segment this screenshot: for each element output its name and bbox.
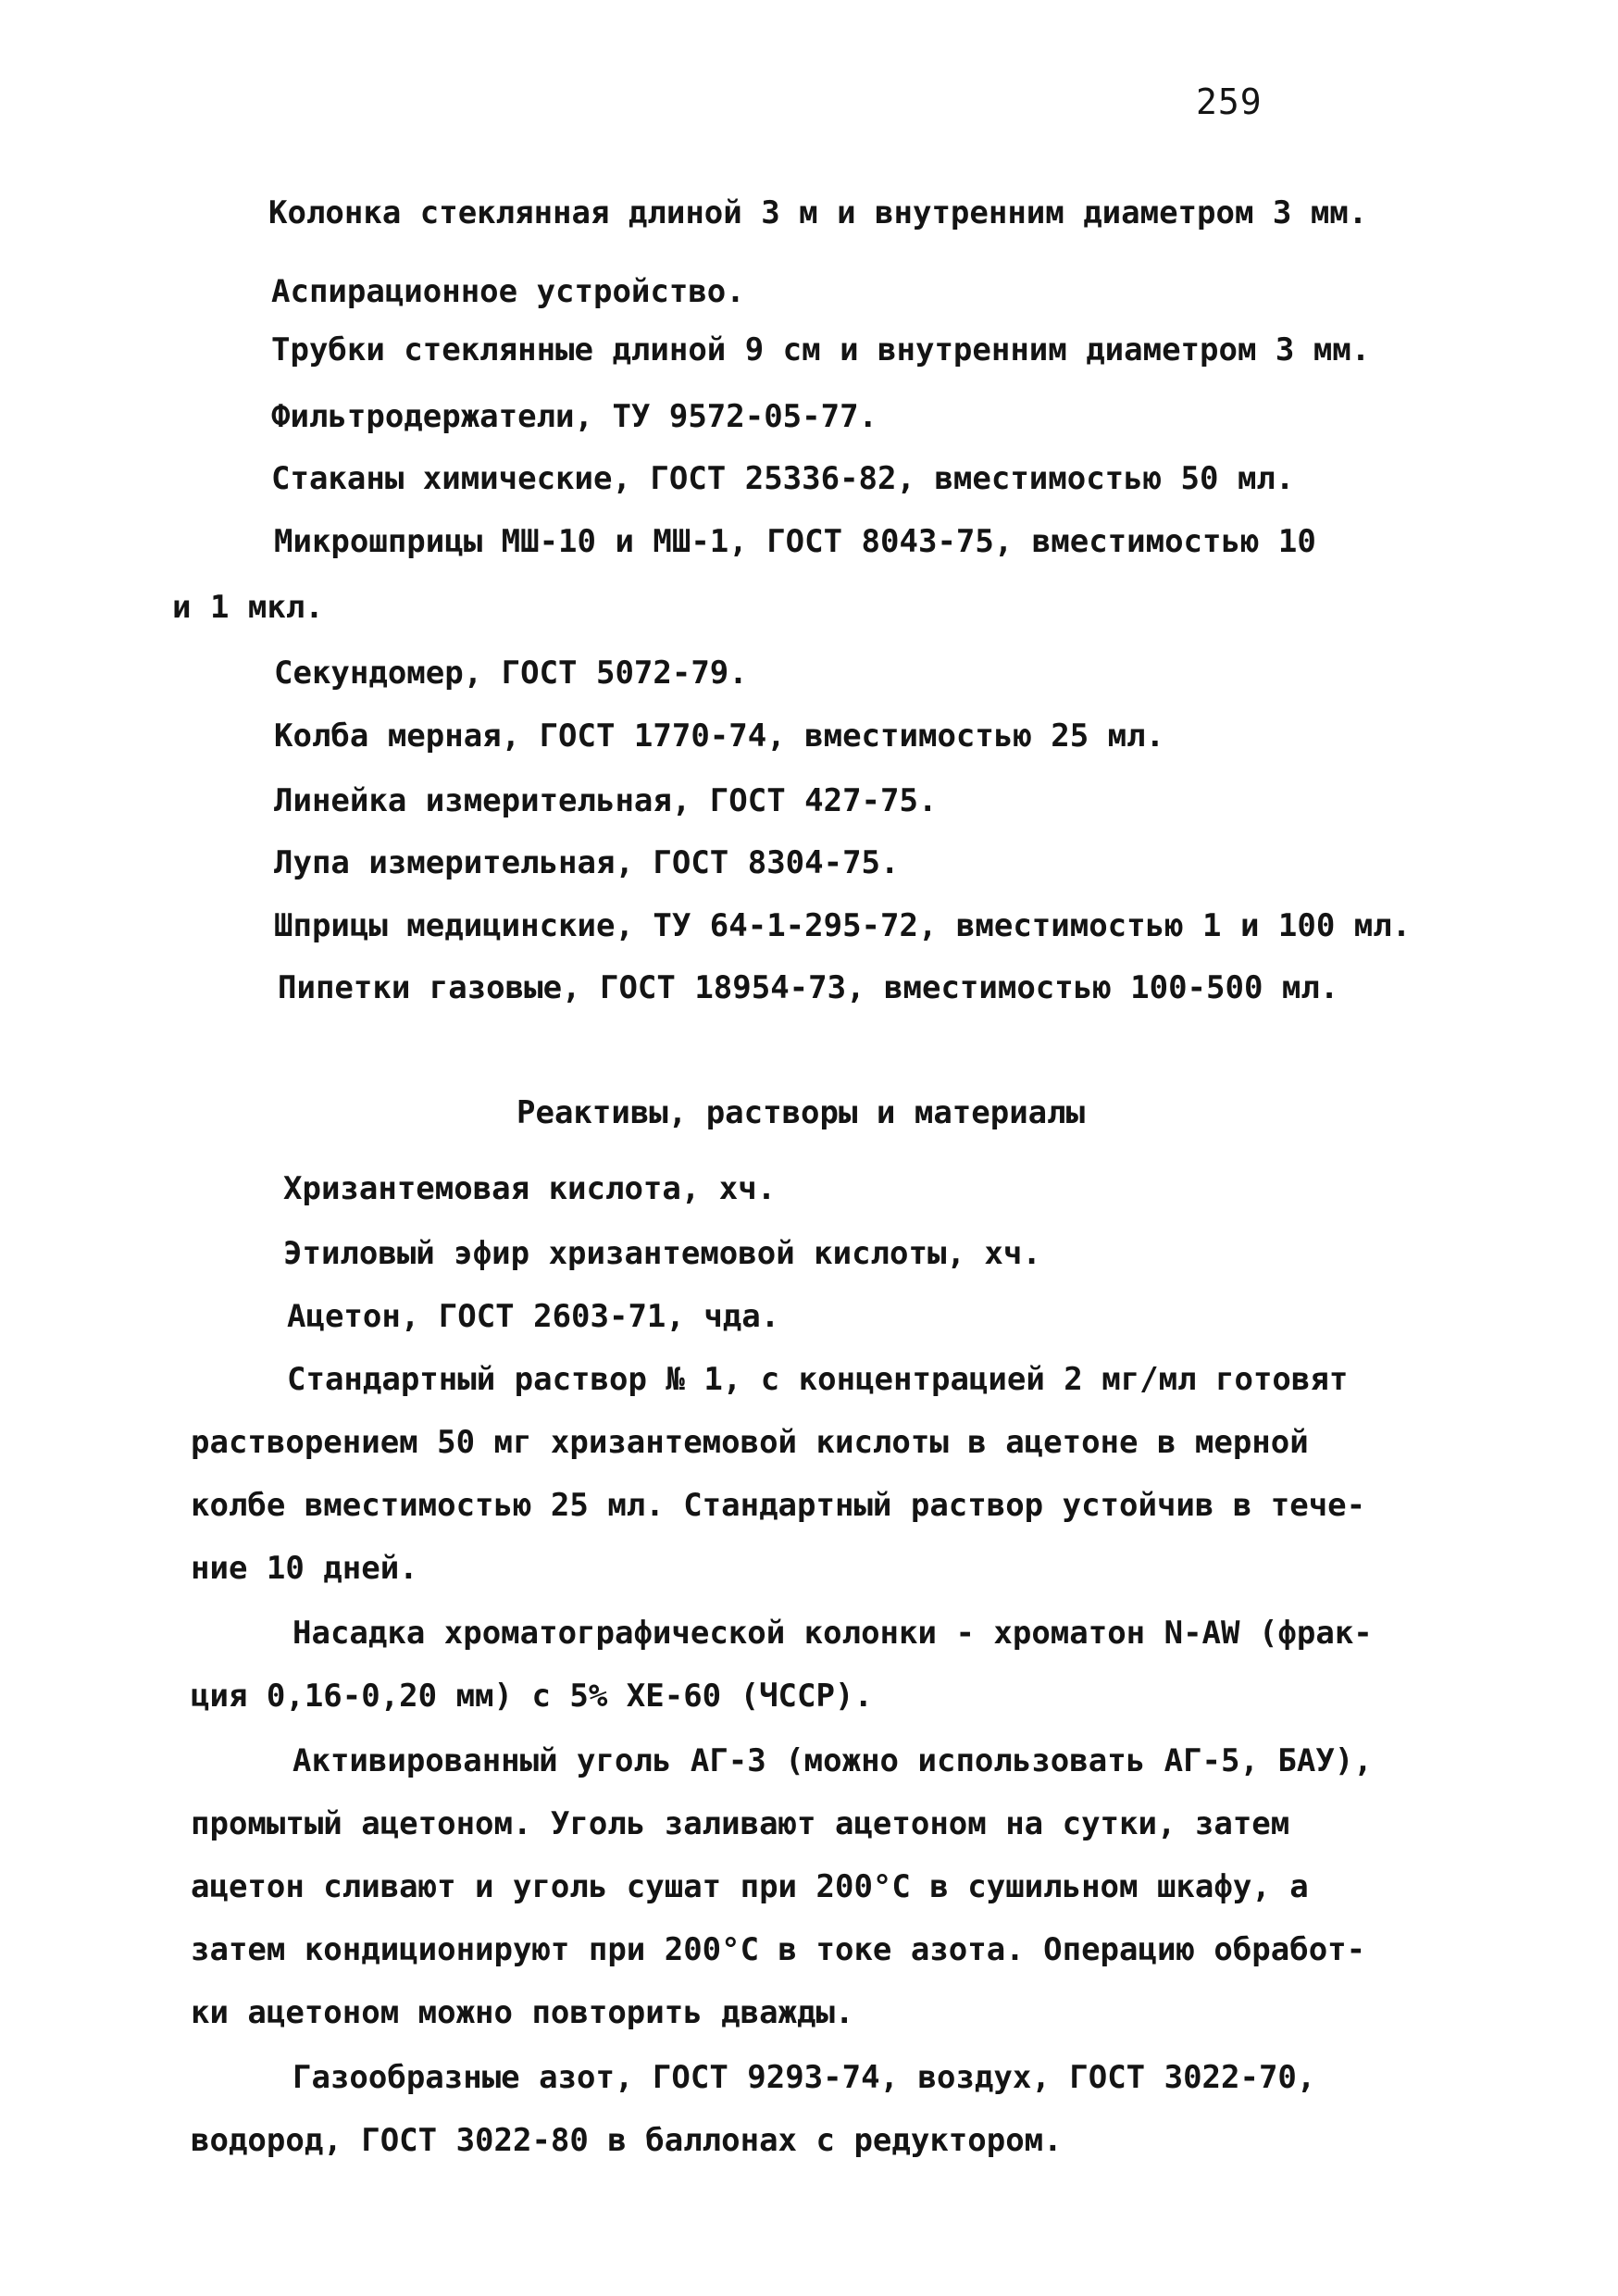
reagent-line: затем кондиционируют при 200°С в токе азота. Операцию обработ- (191, 1931, 1366, 1968)
reagent-line: колбе вместимостью 25 мл. Стандартный раствор устойчив в тече- (191, 1487, 1366, 1524)
reagent-line: Активированный уголь АГ-3 (можно использовать АГ-5, БАУ), (292, 1742, 1373, 1779)
equipment-line: Микрошприцы МШ-10 и МШ-1, ГОСТ 8043-75, вместимостью 10 (274, 523, 1316, 560)
equipment-line: Лупа измерительная, ГОСТ 8304-75. (274, 844, 900, 881)
reagent-line: ние 10 дней. (191, 1550, 418, 1587)
reagent-line: Хризантемовая кислота, хч. (283, 1170, 777, 1207)
page-number: 259 (1196, 81, 1263, 122)
reagent-line: промытый ацетоном. Уголь заливают ацетоном на сутки, затем (191, 1805, 1290, 1842)
equipment-line: Стаканы химические, ГОСТ 25336-82, вместимостью 50 мл. (271, 460, 1295, 497)
reagent-line: растворением 50 мг хризантемовой кислоты в ацетоне в мерной (191, 1424, 1309, 1461)
equipment-line: Линейка измерительная, ГОСТ 427-75. (274, 782, 938, 819)
reagent-line: Стандартный раствор № 1, с концентрацией 2 мг/мл готовят (287, 1361, 1349, 1398)
reagent-line: Газообразные азот, ГОСТ 9293-74, воздух, ГОСТ 3022-70, (292, 2059, 1316, 2096)
equipment-line: Фильтродержатели, ТУ 9572-05-77. (271, 398, 878, 435)
equipment-line: Аспирационное устройство. (271, 273, 745, 310)
equipment-line: Трубки стеклянные длиной 9 см и внутренним диаметром 3 мм. (271, 331, 1371, 368)
equipment-line: Пипетки газовые, ГОСТ 18954-73, вместимостью 100-500 мл. (278, 969, 1339, 1006)
reagent-line: ция 0,16-0,20 мм) с 5% XE-60 (ЧССР). (191, 1678, 873, 1715)
equipment-line: Колба мерная, ГОСТ 1770-74, вместимостью 25 мл. (274, 718, 1165, 755)
equipment-line: Шприцы медицинские, ТУ 64-1-295-72, вместимостью 1 и 100 мл. (274, 907, 1412, 944)
equipment-line: Секундомер, ГОСТ 5072-79. (274, 655, 748, 692)
equipment-line: Колонка стеклянная длиной 3 м и внутренним диаметром 3 мм. (268, 194, 1368, 231)
reagent-line: Насадка хроматографической колонки - хроматон N-AW (фрак- (292, 1615, 1373, 1652)
reagent-line: Ацетон, ГОСТ 2603-71, чда. (287, 1298, 780, 1335)
reagent-line: водород, ГОСТ 3022-80 в баллонах с редуктором. (191, 2122, 1063, 2159)
equipment-line-continuation: и 1 мкл. (172, 589, 324, 626)
section-heading: Реактивы, растворы и материалы (517, 1094, 1086, 1131)
reagent-line: ацетон сливают и уголь сушат при 200°С в сушильном шкафу, а (191, 1868, 1309, 1905)
reagent-line: Этиловый эфир хризантемовой кислоты, хч. (283, 1235, 1041, 1272)
reagent-line: ки ацетоном можно повторить дважды. (191, 1994, 854, 2031)
